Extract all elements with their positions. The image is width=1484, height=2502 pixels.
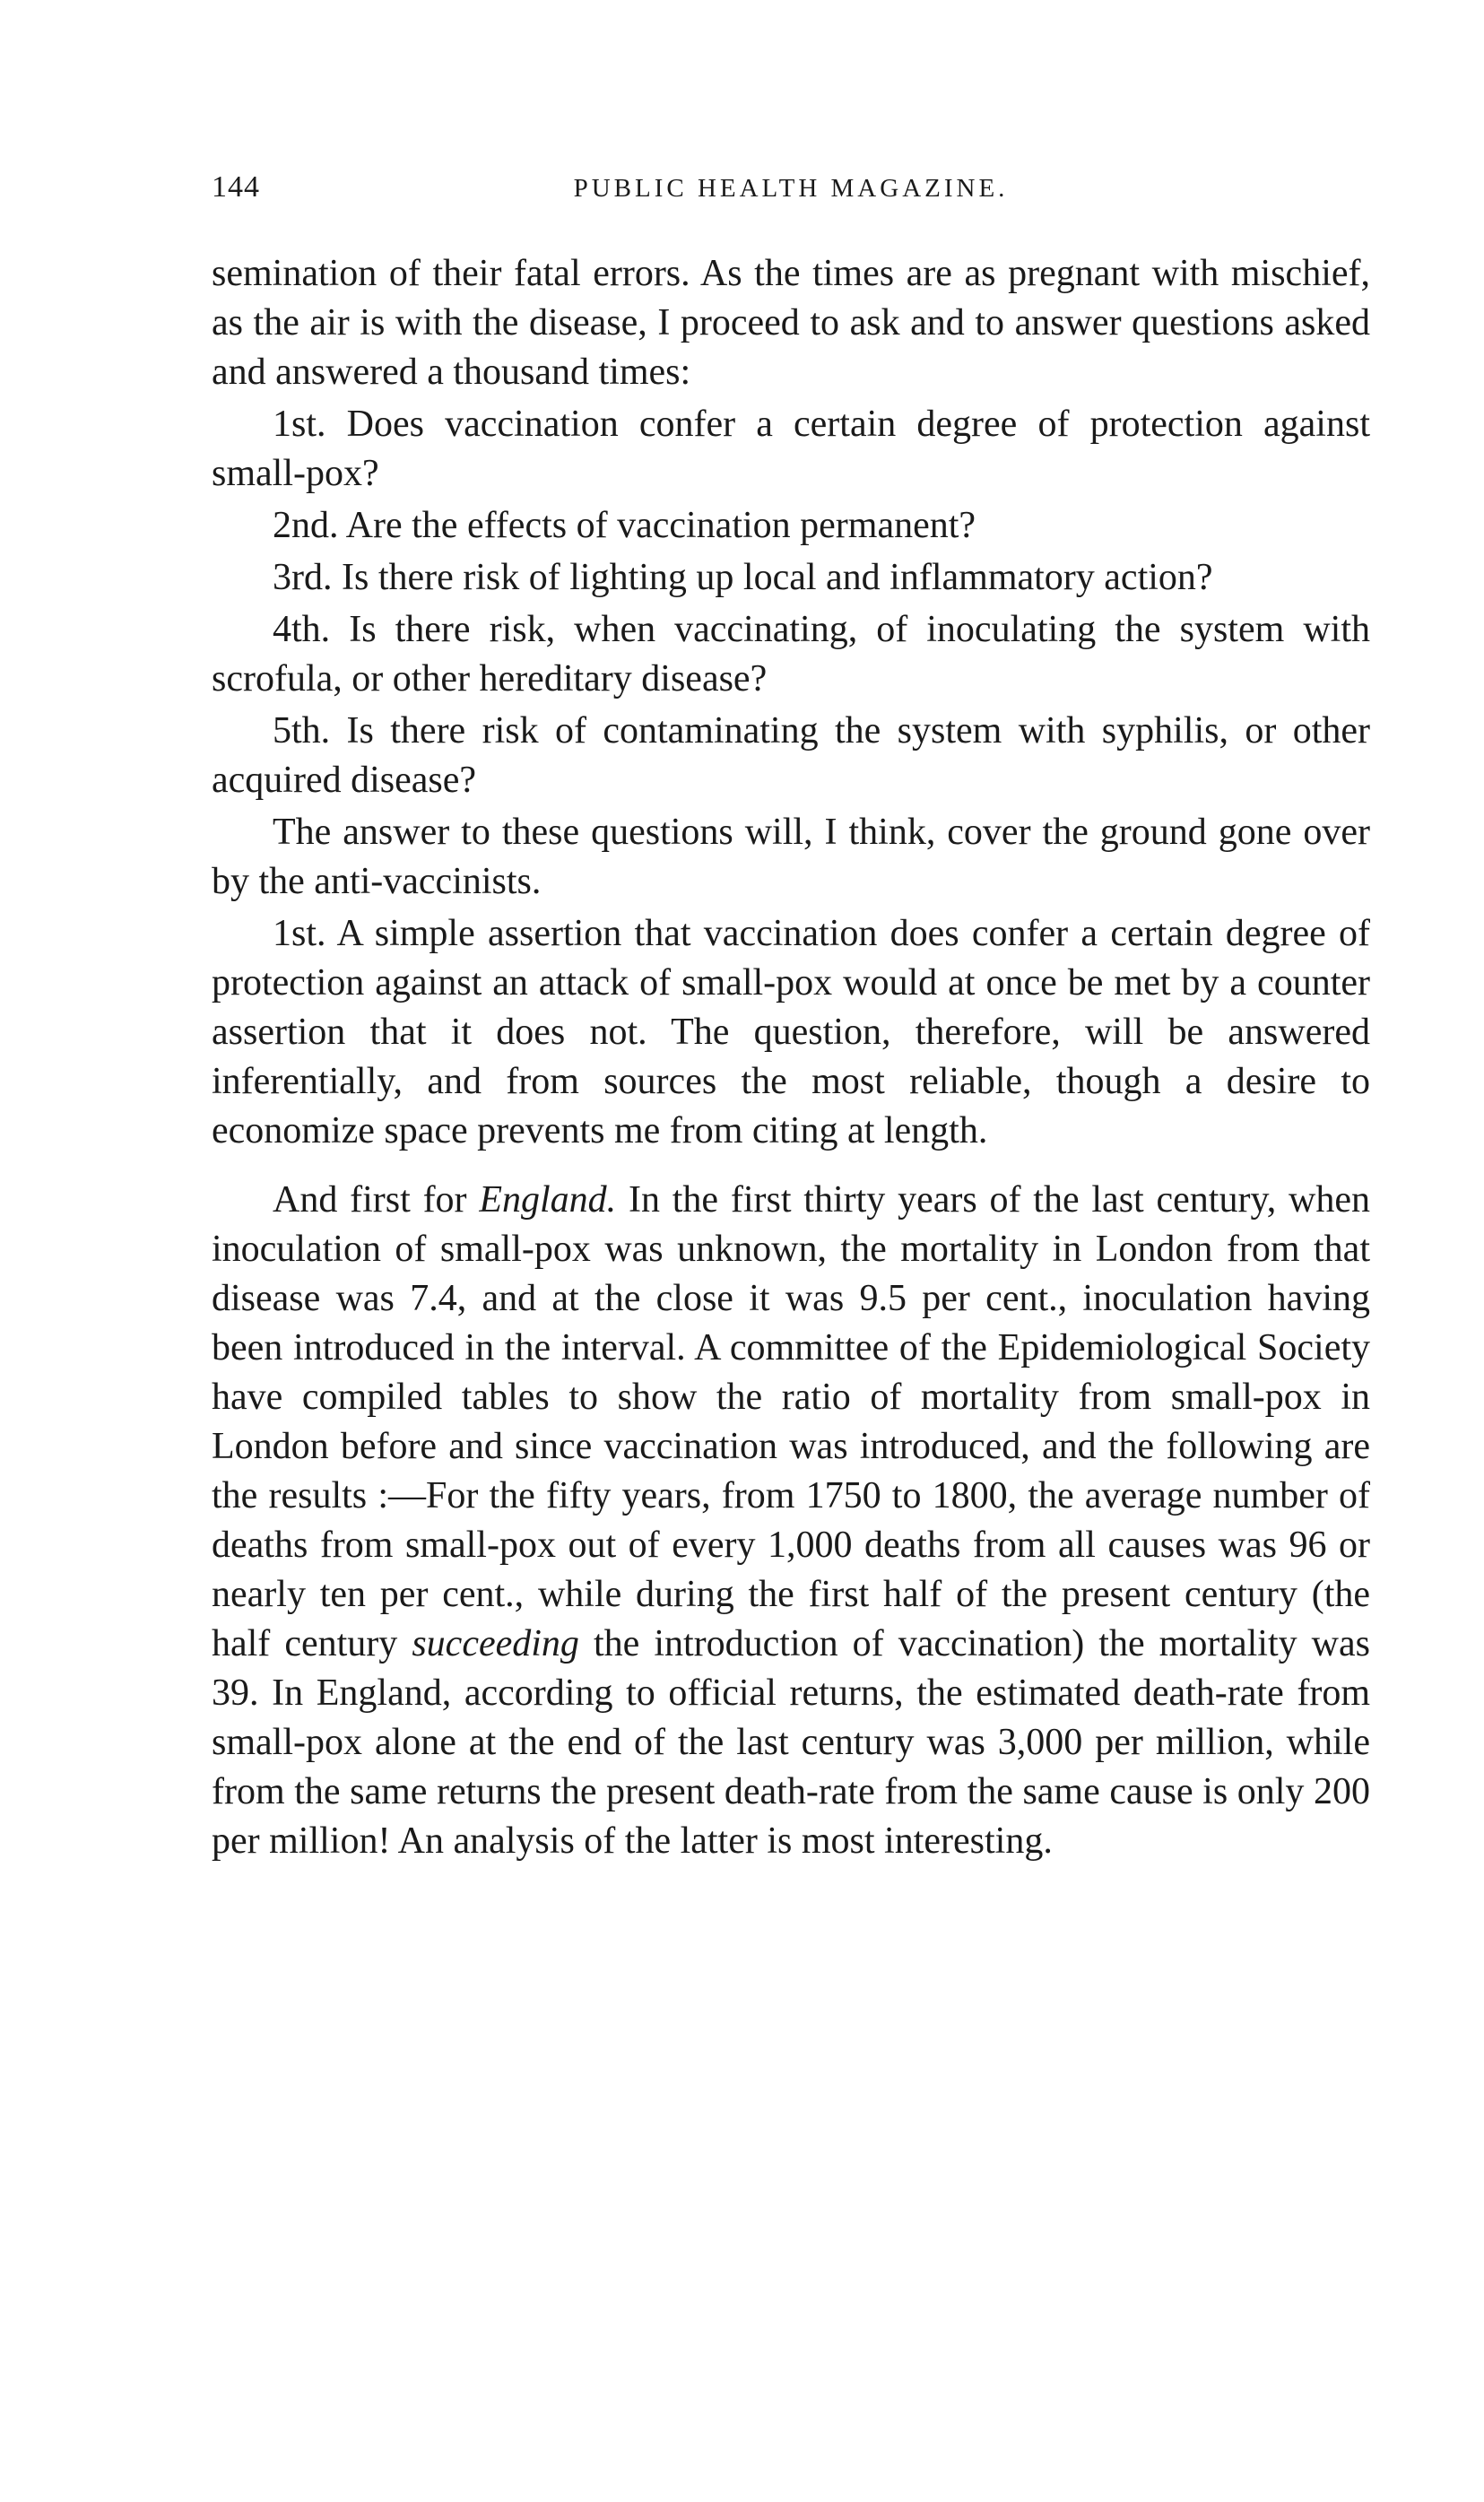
england-lead-text: And first for bbox=[273, 1179, 480, 1221]
body-text bbox=[212, 249, 1370, 1866]
paragraph-first-answer: 1st. A simple assertion that vaccination does confer a certain degree of protection against an attack of small-pox would at once be met by a counter assertion that it does not. The question, therefore, will be answered inferentially, and from sources the most reliable, though a desire to economize space prevents me from citing at length. bbox=[212, 913, 1370, 1151]
england-italic: England. bbox=[479, 1179, 617, 1221]
question-5: 5th. Is there risk of contaminating the system with syphilis, or other acquired disease? bbox=[212, 710, 1370, 801]
england-closing-text: the introduction of vaccination) the mortality was 39. In England, according to official returns, the estimated death-rate from small-pox alone at the end of the last century was 3,000 per million, while from the same returns the present death-rate from the same cause is only 200 per million! An analysis of the latter is most interesting. bbox=[212, 1623, 1370, 1862]
paragraph-opening: semination of their fatal errors. As the times are as pregnant with mischief, as the air is with the disease, I proceed to ask and to answer questions asked and answered a thousand times: bbox=[212, 253, 1370, 393]
running-title: PUBLIC HEALTH MAGAZINE. bbox=[573, 174, 1009, 203]
succeeding-italic: succeeding bbox=[412, 1623, 579, 1664]
england-body-text: In the first thirty years of the last century, when inoculation of small-pox was unknown, the mortality in London from that disease was 7.4, and at the close it was 9.5 per cent., inoculation having been introduced in the interval. A committee of the Epidemiological Society have compiled tables to show the ratio of mortality from small-pox in London before and since vaccination was introduced, and the following are the results :—For the fifty years, from 1750 to 1800, the average number of deaths from small-pox out of every 1,000 deaths from all causes was 96 or nearly ten per cent., while during the first half of the present century (the half century bbox=[212, 1179, 1370, 1664]
question-4: 4th. Is there risk, when vaccinating, of inoculating the system with scrofula, or other hereditary disease? bbox=[212, 609, 1370, 699]
running-header bbox=[212, 170, 1370, 215]
page-number: 144 bbox=[212, 170, 260, 204]
paragraph-answer-intro: The answer to these questions will, I think, cover the ground gone over by the anti-vaccinists. bbox=[212, 812, 1370, 902]
question-3: 3rd. Is there risk of lighting up local and inflammatory action? bbox=[273, 557, 1213, 598]
question-1: 1st. Does vaccination confer a certain degree of protection against small-pox? bbox=[212, 404, 1370, 494]
question-2: 2nd. Are the effects of vaccination permanent? bbox=[273, 505, 976, 546]
paragraph-england bbox=[212, 1176, 1370, 1866]
